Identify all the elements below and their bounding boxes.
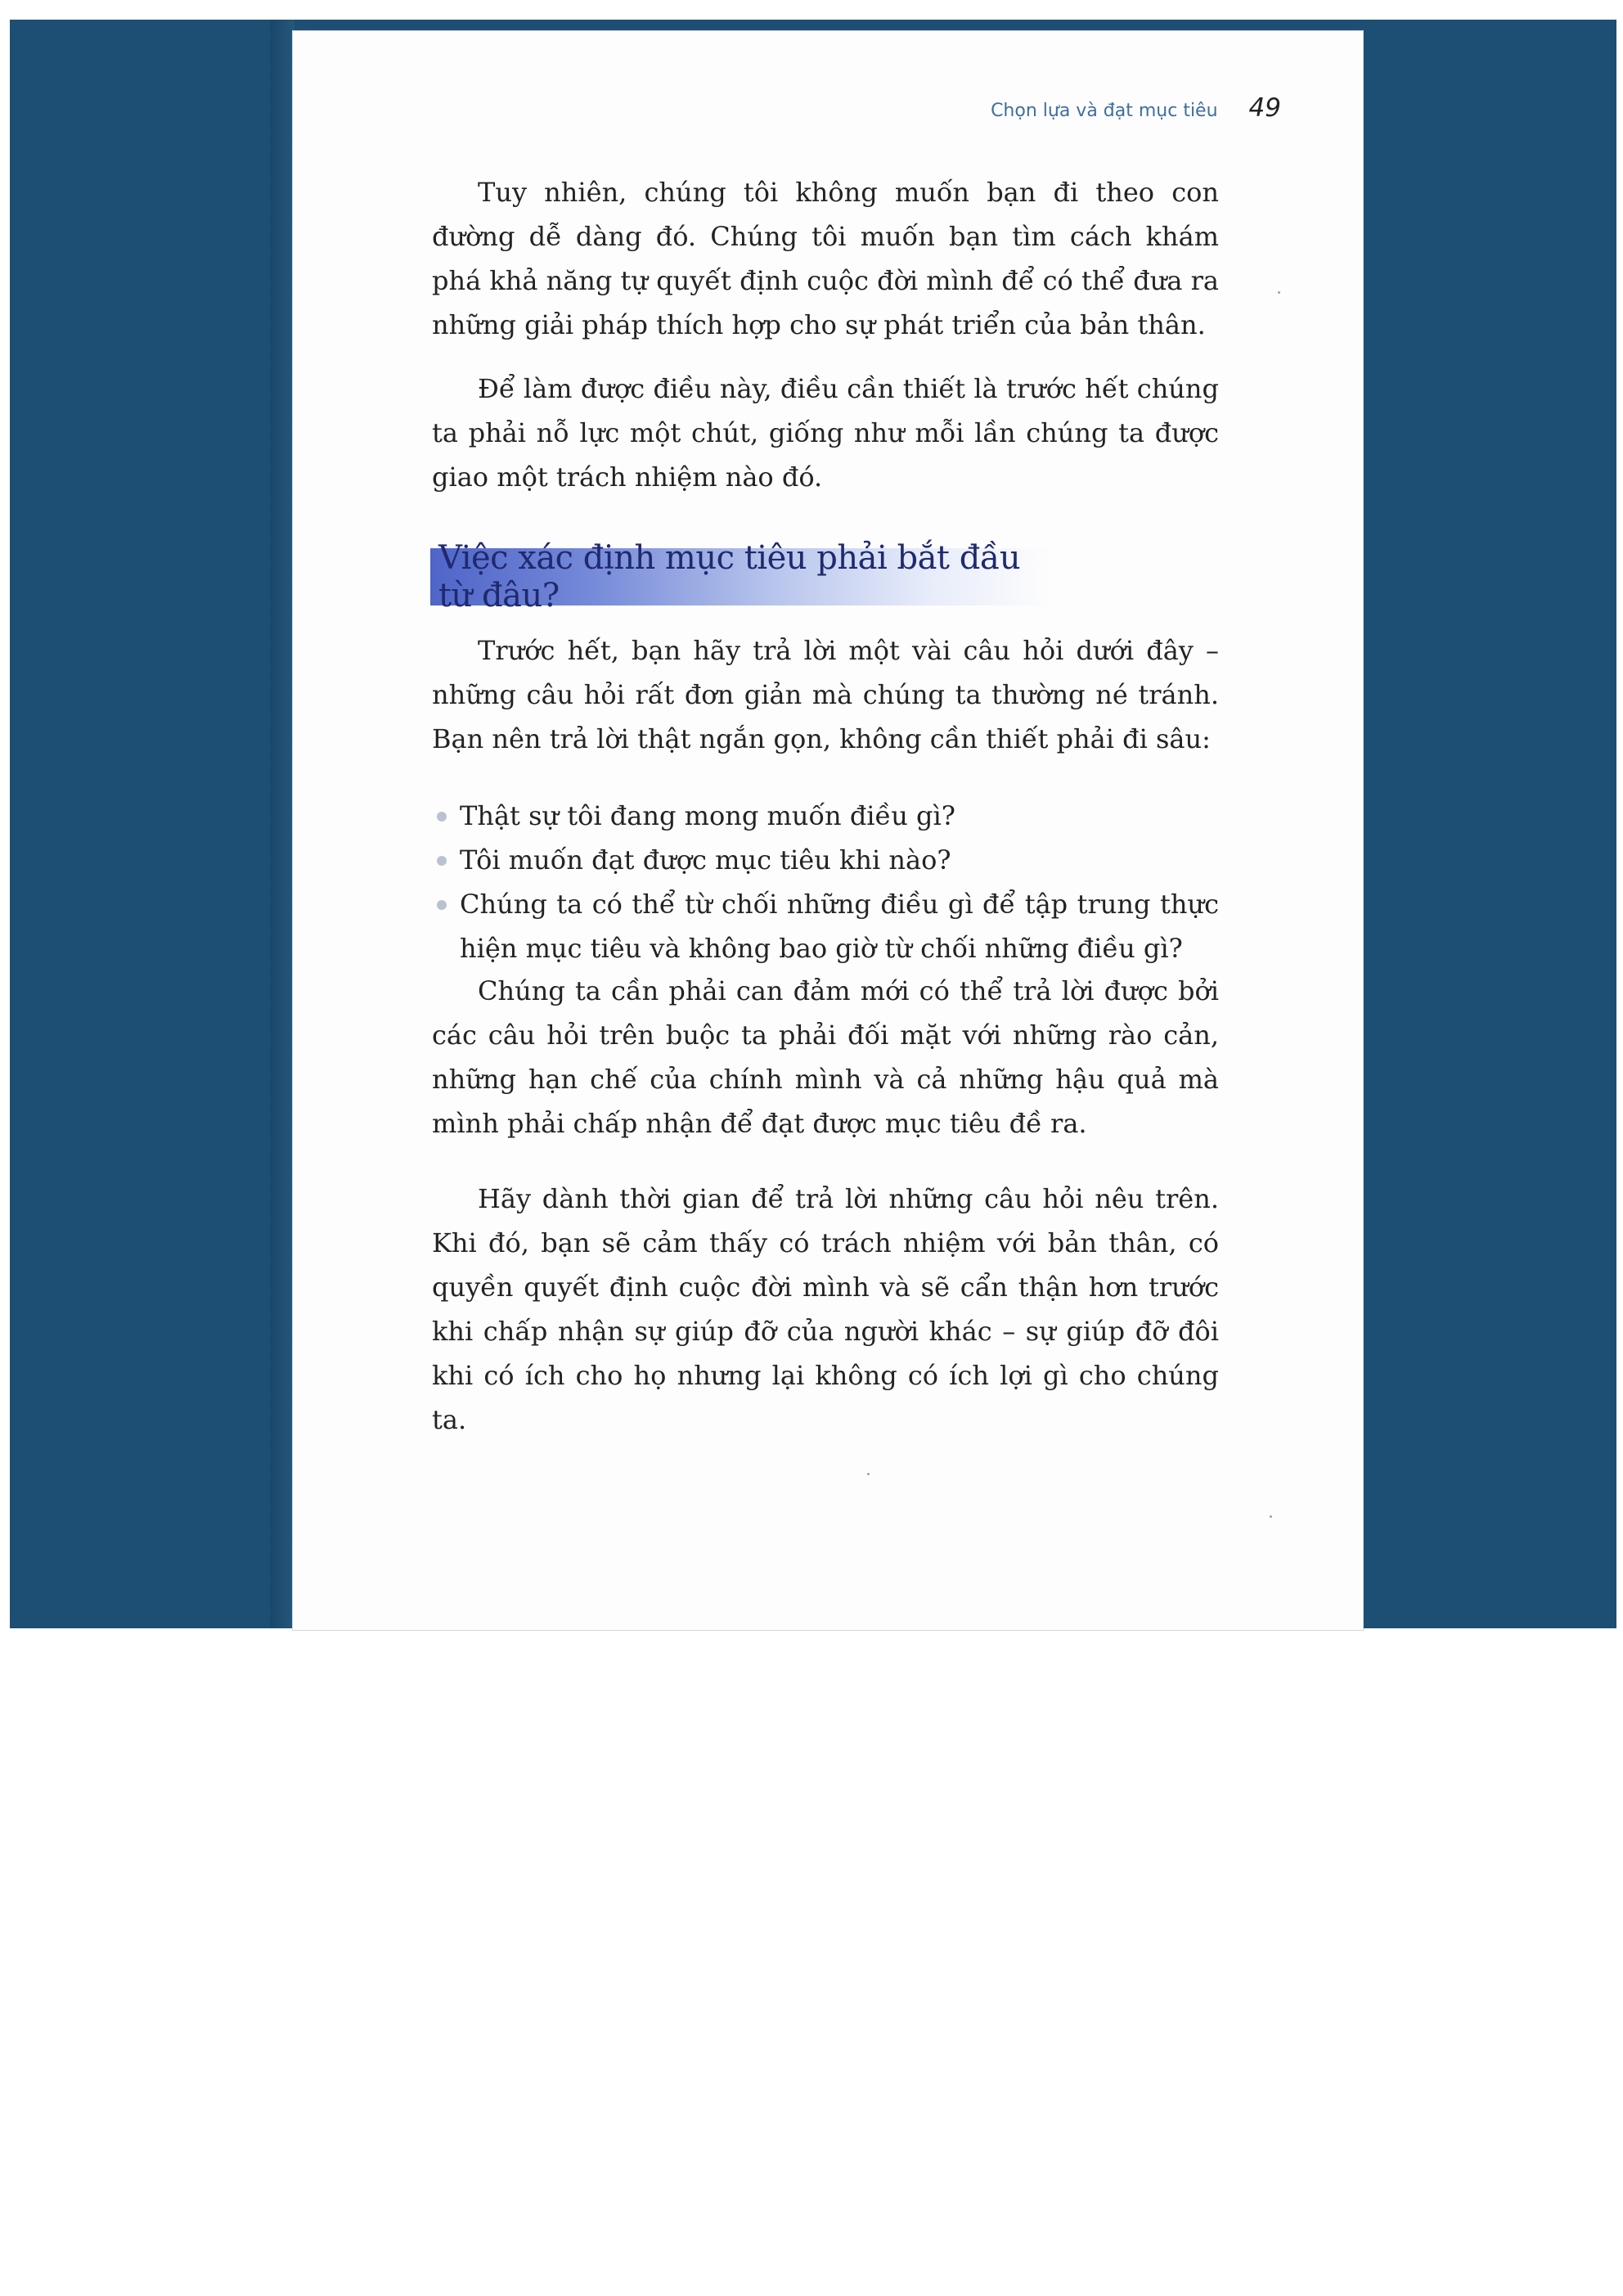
- chapter-title: Chọn lựa và đạt mục tiêu: [991, 101, 1218, 121]
- paragraph-4: Chúng ta cần phải can đảm mới có thể trả lời được bởi các câu hỏi trên buộc ta phải đối mặt với những rào cản, những hạn chế của chính mình và cả những hậu quả mà mình phải chấp nhận để đạt được mục tiêu đề ra.: [432, 975, 1219, 1139]
- paragraph-2: Để làm được điều này, điều cần thiết là trước hết chúng ta phải nỗ lực một chút, giống như mỗi lần chúng ta được giao một trách nhiệm nào đó.: [432, 373, 1219, 493]
- bullet-icon: [437, 856, 447, 866]
- paragraph-1: Tuy nhiên, chúng tôi không muốn bạn đi theo con đường dễ dàng đó. Chúng tôi muốn bạn tìm cách khám phá khả năng tự quyết định cuộc đời mình để có thể đưa ra những giải pháp thích hợp cho sự phát triển của bản thân.: [432, 177, 1219, 340]
- list-item-text: Tôi muốn đạt được mục tiêu khi nào?: [460, 844, 951, 876]
- bullet-icon: [437, 900, 447, 910]
- section-heading-text: Việc xác định mục tiêu phải bắt đầu từ đâu?: [438, 539, 1021, 615]
- list-item-text: Chúng ta có thể từ chối những điều gì để tập trung thực hiện mục tiêu và không bao giờ từ chối những điều gì?: [460, 889, 1219, 964]
- scan-speck: [867, 1473, 870, 1475]
- paragraph-5: Hãy dành thời gian để trả lời những câu hỏi nêu trên. Khi đó, bạn sẽ cảm thấy có trách nhiệm với bản thân, có quyền quyết định cuộc đời mình và sẽ cẩn thận hơn trước khi chấp nhận sự giúp đỡ của người khác – sự giúp đỡ đôi khi có ích cho họ nhưng lại không có ích lợi gì cho chúng ta.: [432, 1183, 1219, 1435]
- page-number: 49: [1248, 93, 1281, 123]
- bullet-icon: [437, 812, 447, 822]
- scan-background: [10, 20, 1616, 1628]
- question-list: [432, 794, 1219, 970]
- running-header: [991, 93, 1281, 123]
- section-heading: [430, 539, 1052, 615]
- list-item: [432, 838, 1219, 882]
- list-item-text: Thật sự tôi đang mong muốn điều gì?: [460, 800, 955, 831]
- paragraph-3: Trước hết, bạn hãy trả lời một vài câu hỏi dưới đây – những câu hỏi rất đơn giản mà chúng ta thường né tránh. Bạn nên trả lời thật ngắn gọn, không cần thiết phải đi sâu:: [432, 635, 1219, 754]
- scan-speck: [1278, 291, 1280, 294]
- book-page: [293, 31, 1363, 1630]
- list-item: [432, 882, 1219, 970]
- page-edge-shadow: [270, 20, 294, 1628]
- scan-speck: [1270, 1515, 1272, 1518]
- list-item: [432, 794, 1219, 838]
